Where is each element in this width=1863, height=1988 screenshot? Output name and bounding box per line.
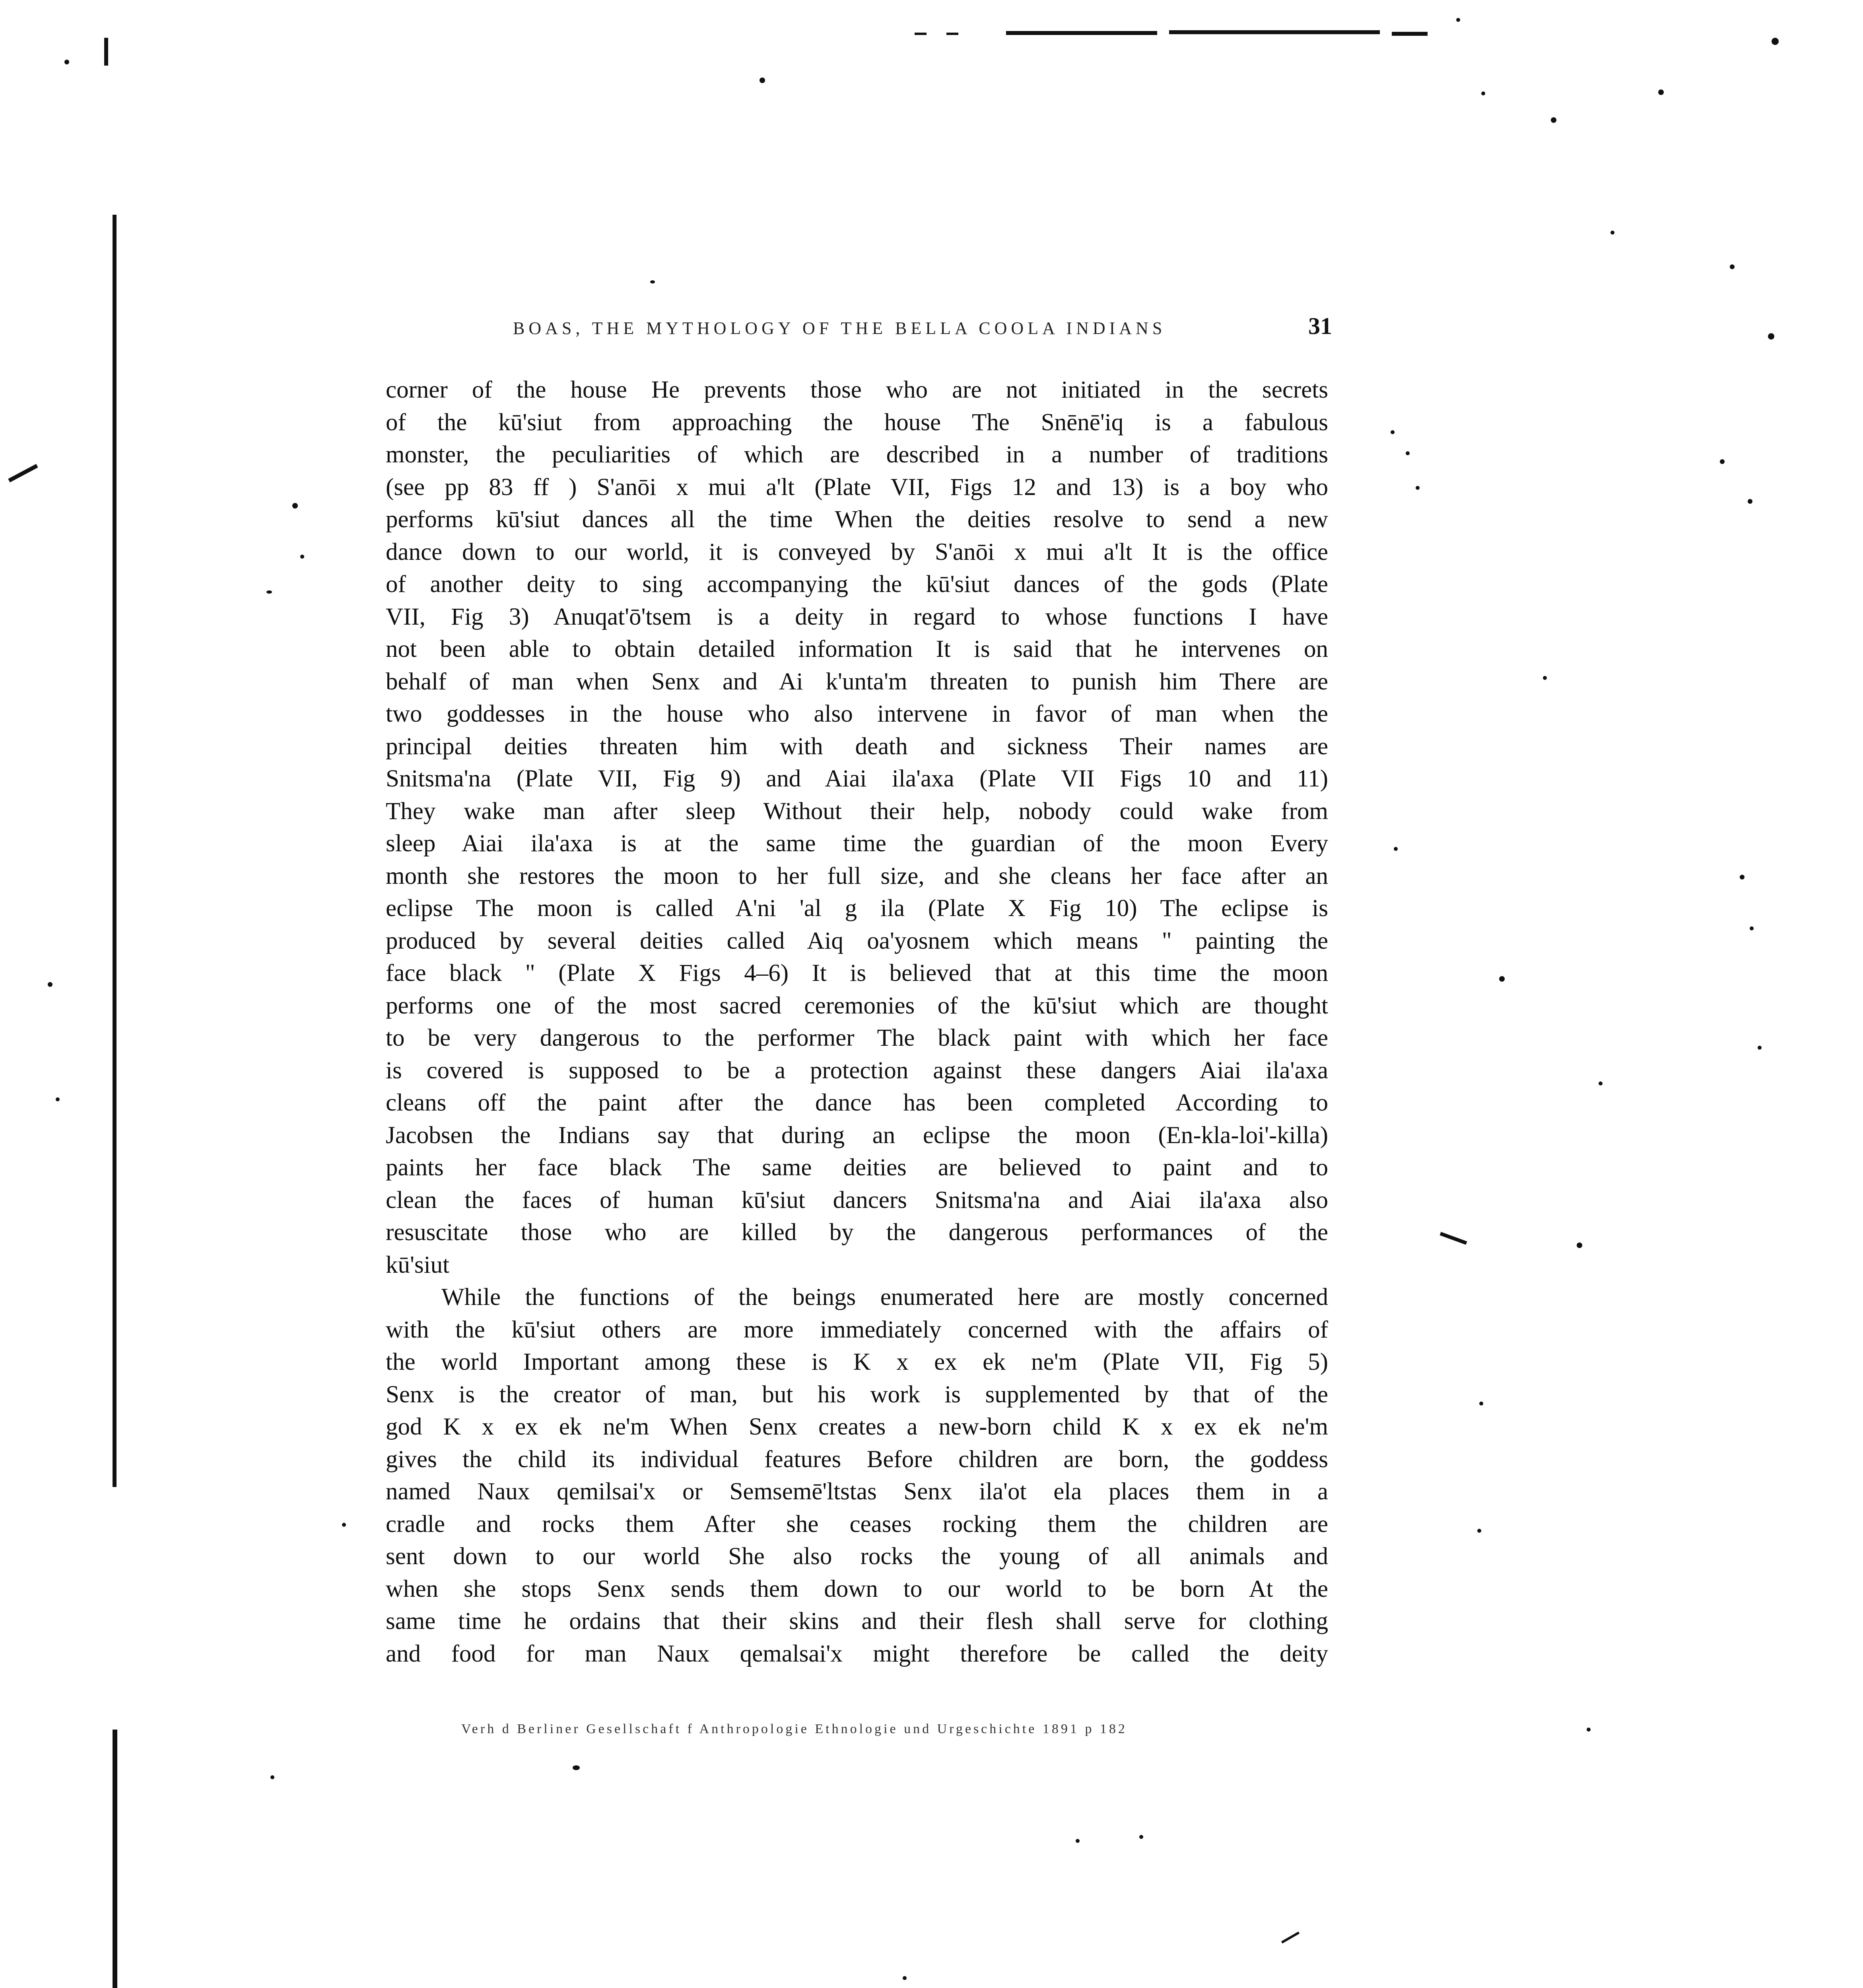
text-line: the world Important among these is K x ex ek ne'm (Plate VII, Fig 5) — [386, 1349, 1328, 1375]
scan-speck — [1479, 1402, 1483, 1406]
text-line: produced by several deities called Aiq oa'yosnem which means " painting the — [386, 927, 1328, 954]
scan-speck — [1551, 117, 1556, 123]
scan-speck — [760, 78, 765, 83]
text-line: to be very dangerous to the performer The black paint with which her face — [386, 1025, 1328, 1051]
text-line: Senx is the creator of man, but his work is supplemented by that of the — [386, 1381, 1328, 1408]
text-line: principal deities threaten him with death and sickness Their names are — [386, 733, 1328, 760]
scan-speck — [1720, 459, 1725, 464]
scan-speck — [56, 1097, 60, 1101]
scan-speck — [1610, 231, 1614, 235]
text-line: Snitsma'na (Plate VII, Fig 9) and Aiai ila'axa (Plate VII Figs 10 and 11) — [386, 765, 1328, 792]
text-line: monster, the peculiarities of which are described in a number of traditions — [386, 441, 1328, 468]
scan-rule-top-1 — [1006, 31, 1157, 35]
text-line: not been able to obtain detailed information It is said that he intervenes on — [386, 636, 1328, 662]
text-line: resuscitate those who are killed by the dangerous performances of the — [386, 1219, 1328, 1246]
scan-speck — [903, 1976, 907, 1980]
scan-speck — [1481, 91, 1485, 95]
scan-speck — [1543, 676, 1547, 680]
text-line: They wake man after sleep Without their help, nobody could wake from — [386, 798, 1328, 825]
text-line: sleep Aiai ila'axa is at the same time the guardian of the moon Every — [386, 830, 1328, 857]
text-line: cradle and rocks them After she ceases rocking them the children are — [386, 1510, 1328, 1538]
scan-mark-left — [104, 38, 108, 66]
scan-speck — [1730, 264, 1735, 269]
text-line: sent down to our world She also rocks the young of all animals and — [386, 1543, 1328, 1570]
text-line: performs kū'siut dances all the time When the deities resolve to send a new — [386, 506, 1328, 533]
scan-margin-bar-upper — [113, 215, 117, 1487]
scan-speck — [300, 555, 304, 559]
scan-speck — [1394, 847, 1398, 851]
scan-speck — [1748, 499, 1752, 504]
paragraph-start-line: While the functions of the beings enumerated here are mostly concerned — [441, 1284, 1328, 1310]
scan-speck — [1076, 1839, 1080, 1843]
text-line: when she stops Senx sends them down to our world to be born At the — [386, 1575, 1328, 1602]
scan-speck — [1391, 430, 1395, 434]
scan-speck — [342, 1523, 346, 1527]
text-line: eclipse The moon is called A'ni 'al g ila (Plate X Fig 10) The eclipse is — [386, 895, 1328, 922]
scan-speck — [1599, 1081, 1603, 1085]
scan-speck — [1658, 89, 1664, 95]
scan-stroke-2 — [1440, 1232, 1467, 1244]
scan-speck — [1456, 18, 1460, 22]
page-number: 31 — [1308, 313, 1332, 339]
scan-speck — [1577, 1242, 1582, 1248]
text-line: paints her face black The same deities are believed to paint and to — [386, 1154, 1328, 1181]
scan-speck — [64, 60, 69, 64]
running-header: BOAS, THE MYTHOLOGY OF THE BELLA COOLA INDIANS — [513, 318, 1166, 338]
scan-stroke-4 — [1281, 1932, 1300, 1943]
scan-speck — [1416, 486, 1420, 490]
scan-rule-top-4 — [915, 33, 927, 35]
footnote: Verh d Berliner Gesellschaft f Anthropologie Ethnologie und Urgeschichte 1891 p 182 — [461, 1722, 1127, 1736]
scan-speck — [1139, 1835, 1143, 1839]
text-line: corner of the house He prevents those who are not initiated in the secrets — [386, 377, 1328, 403]
text-line: god K x ex ek ne'm When Senx creates a new-born child K x ex ek ne'm — [386, 1413, 1328, 1440]
scan-speck — [266, 590, 272, 594]
text-line: VII, Fig 3) Anuqat'ō'tsem is a deity in regard to whose functions I have — [386, 603, 1328, 630]
scan-speck — [1750, 926, 1754, 930]
scan-speck — [292, 503, 298, 509]
text-line: with the kū'siut others are more immediately concerned with the affairs of — [386, 1316, 1328, 1343]
scan-speck — [1587, 1728, 1591, 1732]
scan-speck — [650, 280, 655, 283]
text-line: performs one of the most sacred ceremonies of the kū'siut which are thought — [386, 992, 1328, 1019]
text-line: of the kū'siut from approaching the house The Snēnē'iq is a fabulous — [386, 409, 1328, 436]
text-line: gives the child its individual features Before children are born, the goddess — [386, 1446, 1328, 1473]
text-line: clean the faces of human kū'siut dancers Snitsma'na and Aiai ila'axa also — [386, 1186, 1328, 1213]
text-line: kū'siut — [386, 1251, 450, 1278]
scan-speck — [1406, 451, 1410, 455]
text-line: (see pp 83 ff ) S'anōi x mui a'lt (Plate VII, Figs 12 and 13) is a boy who — [386, 474, 1328, 501]
text-line: Jacobsen the Indians say that during an eclipse the moon (En-kla-loi'-killa) — [386, 1122, 1328, 1149]
scan-margin-bar-lower — [113, 1730, 117, 1988]
text-line: month she restores the moon to her full size, and she cleans her face after an — [386, 862, 1328, 889]
scan-rule-top-5 — [946, 33, 958, 35]
text-line: named Naux qemilsai'x or Semsemē'ltstas Senx ila'ot ela places them in a — [386, 1478, 1328, 1505]
text-line: face black " (Plate X Figs 4–6) It is believed that at this time the moon — [386, 960, 1328, 986]
scan-speck — [1499, 976, 1505, 982]
scan-rule-top-3 — [1392, 32, 1428, 36]
scan-rule-top-2 — [1169, 30, 1380, 34]
text-line: and food for man Naux qemalsai'x might therefore be called the deity — [386, 1640, 1328, 1667]
scan-speck — [1477, 1529, 1481, 1533]
body-text — [386, 374, 1328, 1670]
text-line: same time he ordains that their skins and their flesh shall serve for clothing — [386, 1608, 1328, 1635]
scan-speck — [1772, 38, 1779, 45]
text-line: two goddesses in the house who also intervene in favor of man when the — [386, 701, 1328, 727]
text-line: of another deity to sing accompanying the kū'siut dances of the gods (Plate — [386, 571, 1328, 598]
scan-speck — [1758, 1046, 1762, 1050]
text-line: dance down to our world, it is conveyed by S'anōi x mui a'lt It is the office — [386, 538, 1328, 565]
text-line: cleans off the paint after the dance has been completed According to — [386, 1089, 1328, 1116]
scan-speck — [48, 982, 52, 987]
scan-speck — [270, 1775, 274, 1779]
scan-speck — [1740, 875, 1744, 879]
scan-speck — [573, 1765, 580, 1770]
text-line: behalf of man when Senx and Ai k'unta'm threaten to punish him There are — [386, 668, 1328, 695]
scan-speck — [1768, 333, 1774, 340]
scan-stroke-1 — [8, 464, 38, 482]
text-line: is covered is supposed to be a protection against these dangers Aiai ila'axa — [386, 1057, 1328, 1084]
